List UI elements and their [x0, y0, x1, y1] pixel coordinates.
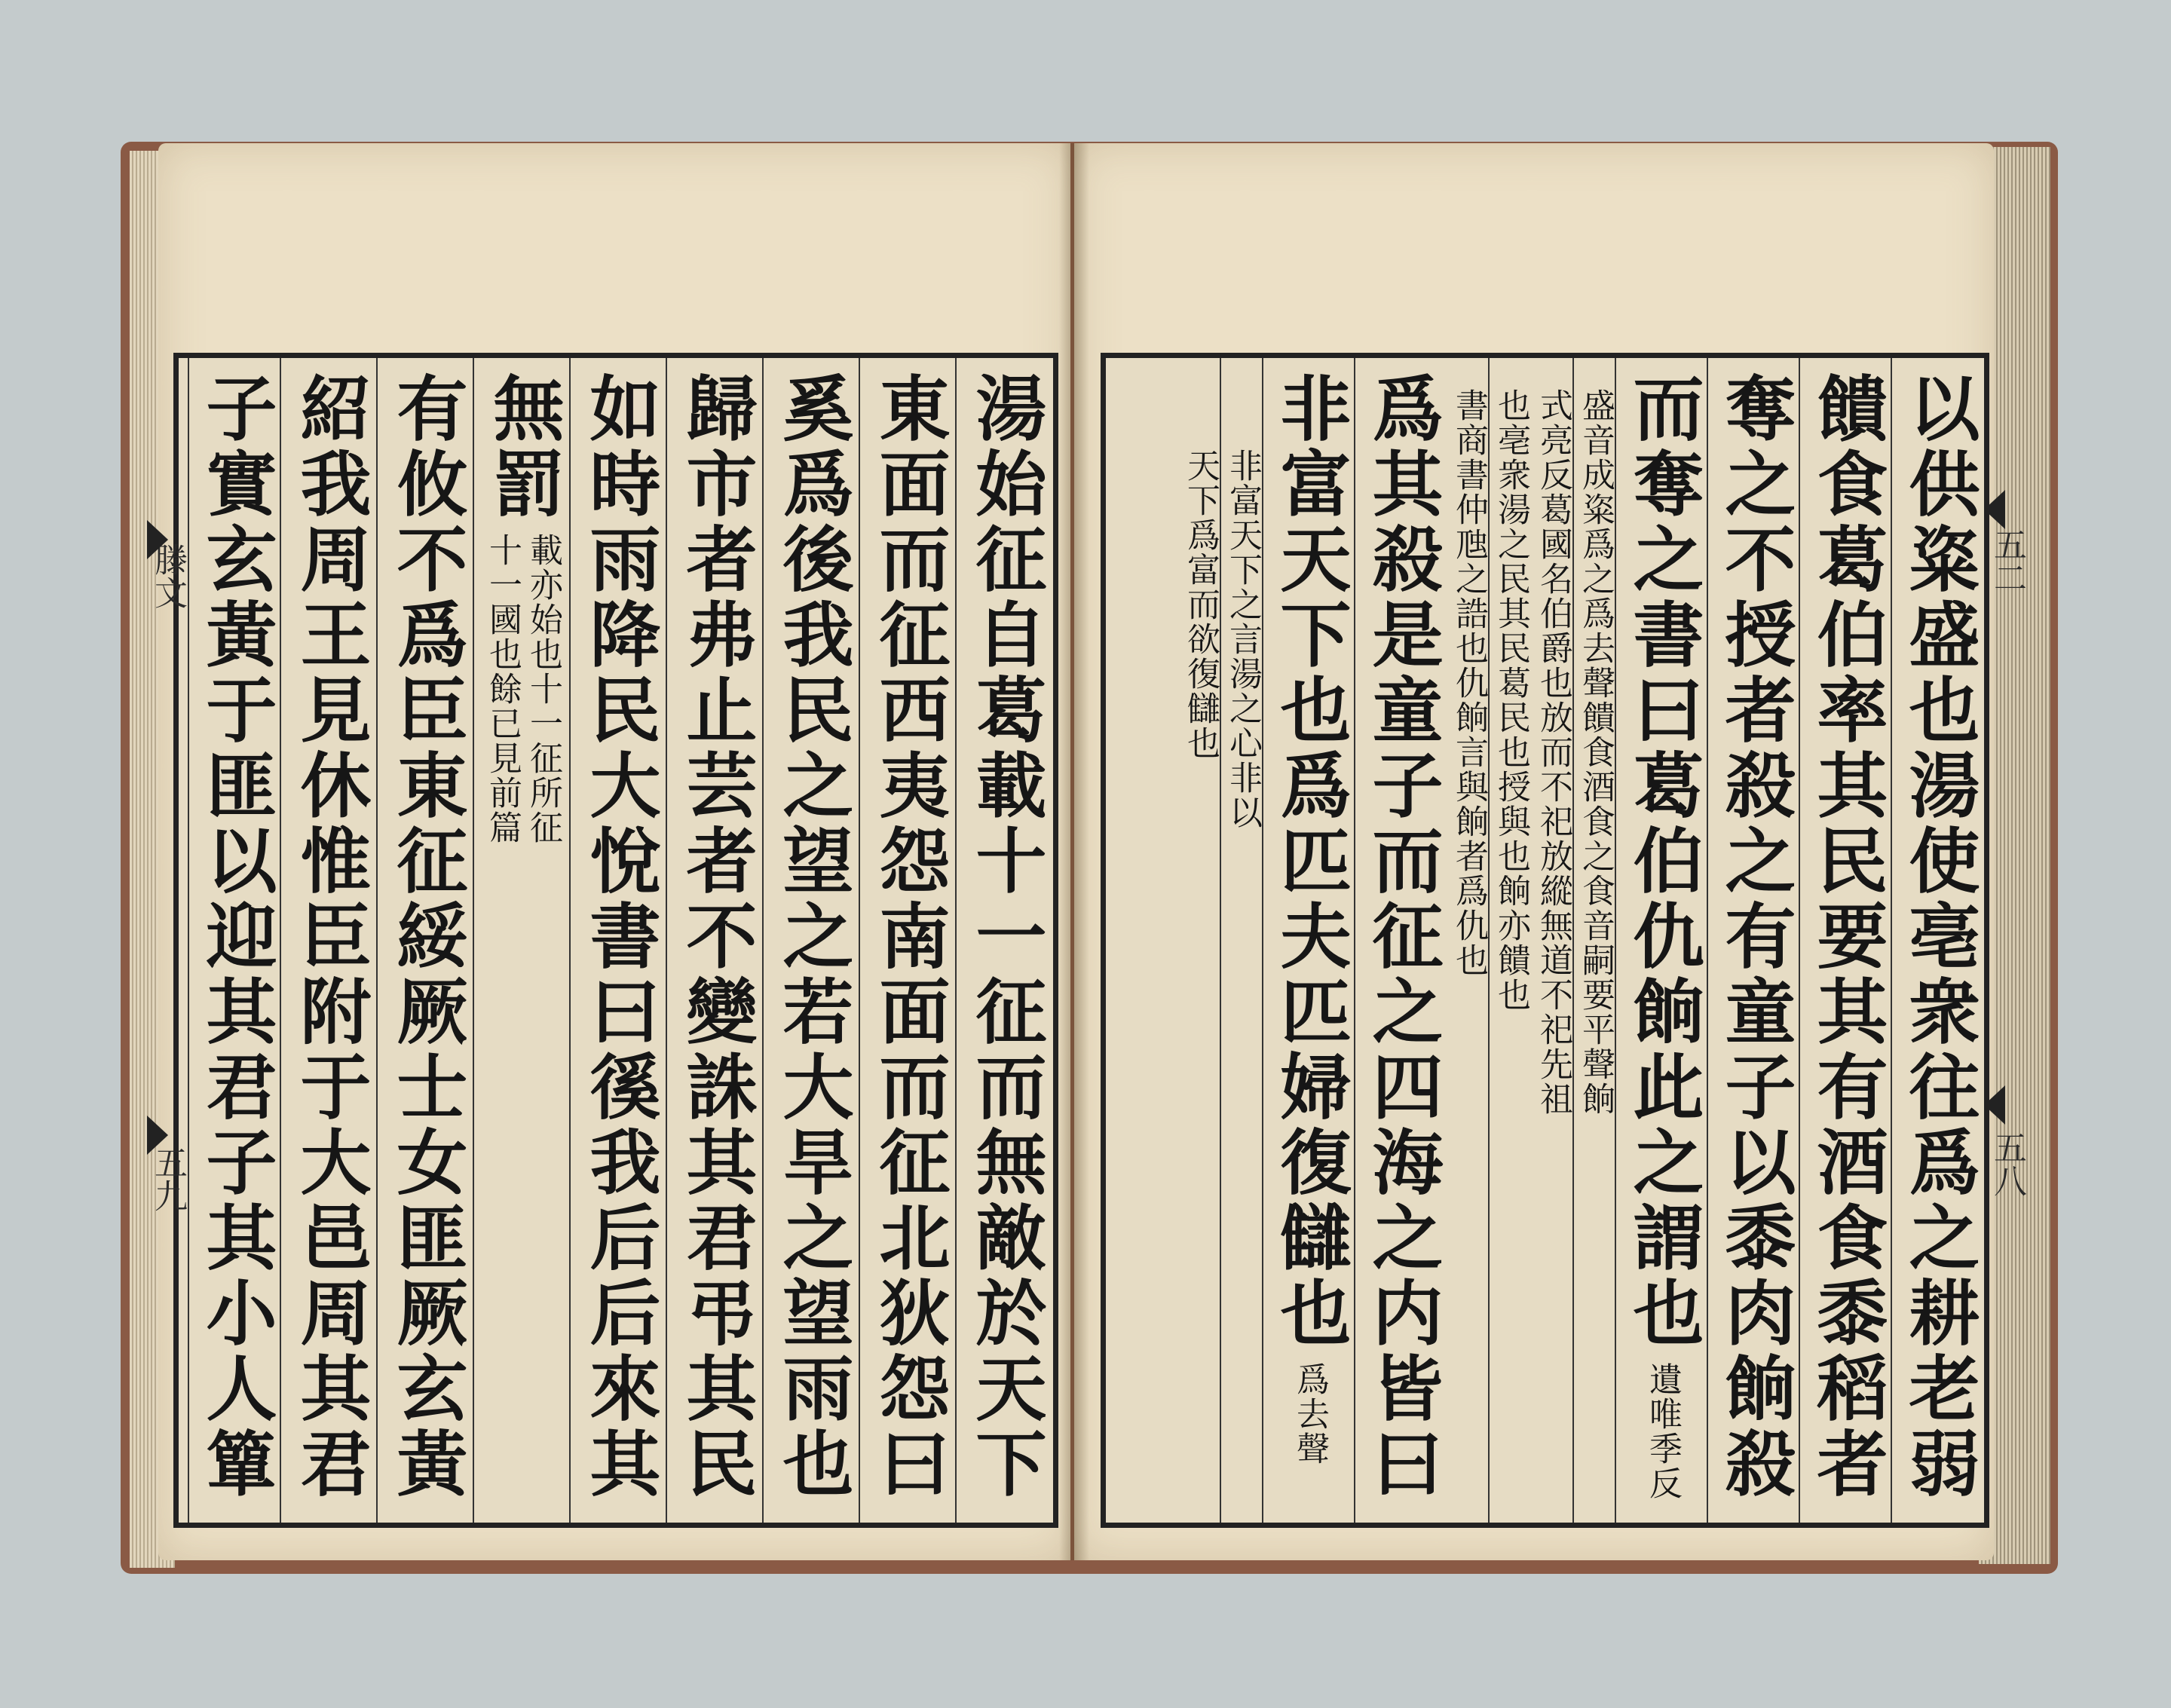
left-col-9 [188, 358, 281, 1523]
right-edge-page-number: 五二 [1988, 528, 2026, 594]
right-col-9 [1354, 358, 1447, 1523]
column-text: 無罰 [481, 372, 564, 522]
right-col-2 [1799, 358, 1892, 1523]
column-text: 如時雨降民大悅書曰徯我后后來其 [577, 372, 660, 1502]
left-col-4 [666, 358, 764, 1523]
right-col-4 [1615, 358, 1708, 1523]
left-col-1 [955, 358, 1053, 1523]
commentary-text: 十一國也餘已見前篇 [483, 533, 522, 845]
left-col-8 [280, 358, 378, 1523]
left-edge-title: 滕文 [149, 543, 187, 609]
right-col-11 [1220, 358, 1263, 1523]
commentary-text: 也亳衆湯之民其民葛民也授與也餉亦饋也 [1492, 388, 1530, 1012]
commentary-text: 非富天下之言湯之心非以 [1223, 448, 1262, 830]
right-col-1 [1891, 358, 1984, 1523]
left-col-3 [762, 358, 860, 1523]
right-col-10 [1262, 358, 1355, 1523]
left-col-2 [859, 358, 957, 1523]
left-edge-page-number: 五九 [149, 1146, 187, 1212]
column-text: 爲其殺是童子而征之四海之内皆曰 [1360, 372, 1443, 1502]
right-col-7 [1488, 358, 1532, 1523]
left-col-7 [376, 358, 474, 1523]
right-fold-mark-2 [1984, 1085, 2005, 1125]
left-text-frame [173, 353, 1058, 1528]
right-edge-page-number-2: 五八 [1988, 1131, 2026, 1197]
column-text: 歸市者弗止芸者不變誅其君弔其民 [674, 372, 757, 1502]
commentary-text: 天下爲富而欲復讎也 [1181, 448, 1220, 761]
left-fold-mark [147, 520, 168, 559]
commentary-text: 爲去聲 [1291, 1362, 1329, 1466]
column-text: 東面而征西夷怨南面而征北狄怨曰 [867, 372, 950, 1502]
right-col-3 [1707, 358, 1800, 1523]
commentary-text: 載亦始也十一征所征 [524, 533, 562, 845]
column-text: 非富天下也爲匹夫匹婦復讎也 [1268, 372, 1351, 1351]
commentary-text: 書商書仲虺之誥也仇餉言與餉者爲仇也 [1450, 388, 1488, 978]
column-text: 奚爲後我民之望之若大旱之望雨也 [770, 372, 853, 1502]
column-text: 饋食葛伯率其民要其有酒食黍稻者 [1805, 372, 1888, 1502]
column-text: 子實玄黃于匪以迎其君子其小人簞 [194, 372, 277, 1502]
column-text: 奪之不授者殺之有童子以黍肉餉殺 [1713, 372, 1796, 1502]
left-col-6 [473, 358, 571, 1523]
column-text: 而奪之書曰葛伯仇餉此之謂也 [1621, 372, 1704, 1351]
left-fold-mark-2 [147, 1116, 168, 1155]
right-fold-mark [1984, 490, 2005, 529]
column-text: 有攸不爲臣東征綏厥士女匪厥玄黃 [384, 372, 467, 1502]
right-col-8 [1447, 358, 1490, 1523]
column-text: 湯始征自葛載十一征而無敵於天下 [963, 372, 1046, 1502]
column-text: 以供粢盛也湯使亳衆往爲之耕老弱 [1897, 372, 1980, 1502]
commentary-text: 式亮反葛國名伯爵也放而不祀放縱無道不祀先祖 [1534, 388, 1572, 1116]
commentary-text: 遺唯季反 [1643, 1362, 1682, 1501]
book-gutter [1059, 143, 1089, 1560]
right-col-12 [1179, 358, 1221, 1523]
right-col-6 [1532, 358, 1574, 1523]
right-col-5 [1572, 358, 1616, 1523]
left-col-5 [569, 358, 667, 1523]
right-text-frame [1101, 353, 1989, 1528]
commentary-text: 盛音成粢爲之爲去聲饋食酒食之食音嗣要平聲餉 [1576, 388, 1615, 1116]
column-text: 紹我周王見休惟臣附于大邑周其君 [288, 372, 371, 1502]
